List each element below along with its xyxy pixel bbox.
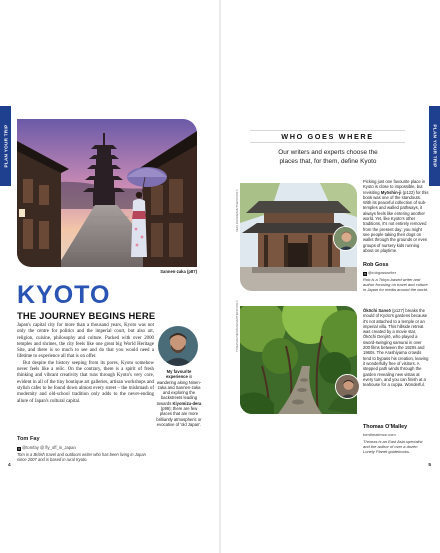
entry1-text-body: (p122) for this book was one of the standouts. With its peaceful collection of sub-temples and walled pathways, it always feels like entering another world. Yet, like Kyoto's other traditions, it's not entirely removed from the present day: you might see people taking their dogs on walks through the grounds or even groups of nursery kids running about on playtime. (363, 189, 429, 253)
quote-text: is wandering along Ninen-zaka and Sannen-zaka and exploring the backstreets leading towards (156, 374, 202, 406)
author-handle-text[interactable]: @tomfay @ fly_off_in_Japan (22, 445, 76, 450)
entry1-author-name: Rob Goss (363, 262, 389, 268)
quote-label: My favourite experience (165, 369, 192, 380)
page-number-right: 5 (428, 463, 431, 468)
entry2-handle-text[interactable]: tomthealence.com (363, 432, 396, 437)
page-gutter (219, 0, 221, 553)
author-name: Tom Fay (17, 436, 40, 442)
entry2-author-bio: Thomas is an East Asia specialist and the author of over a dozen Lonely Planet guidebooks. (363, 439, 423, 454)
author-bio: Tom is a British travel and outdoors writer who has been living in Japan since 2007 and is based in rural Kyoto. (17, 452, 146, 463)
sannen-zaka-photo (17, 119, 197, 267)
entry1-text (363, 179, 429, 253)
entry2-text (363, 308, 429, 387)
section-intro: Our writers and experts choose the places that, for them, define Kyoto (278, 149, 378, 165)
side-tab-label: PLAN YOUR TRIP (3, 124, 8, 168)
entry1-text-lead: Picking just one favourite place in Kyoto is close to impossible, but revisiting (363, 179, 426, 195)
page-number-left: 4 (8, 463, 11, 468)
okochi-sanso-photo (240, 306, 357, 414)
author-portrait-thomas-omalley (335, 374, 360, 399)
side-tab-right (429, 106, 440, 186)
x-icon: ✕ (17, 446, 21, 451)
entry2-author-name: Thomas O'Malley (363, 424, 408, 430)
entry2-text-body: (p127) breaks the mould of Kyoto's gardens because it's not attached to a temple or an imperial villa. This hillside retreat was created by a movie star, Ōkōchi Denjirō, who played a sword-swinging samurai in over 200 films between the 1920s and 1960s. The Arashiyama crowds tend to bypass his creation, leaving it wonderfully free of visitors. A stepped path winds through the garden revealing new vistas at every turn, and you can finish at a teahouse for a cuppa. Wonderful. (363, 308, 429, 388)
entry1-author-handle (363, 270, 396, 276)
intro-body (17, 323, 154, 405)
author-portrait-rob-goss (333, 226, 358, 251)
entry2-author-handle (363, 432, 396, 437)
side-tab-left (0, 106, 11, 186)
quote-text-after: (p99); there are few places that are more brilliantly atmospheric or evocative of 'old Japan'. (156, 406, 202, 427)
favourite-experience-quote (156, 369, 202, 427)
author-handle (17, 445, 76, 451)
entry1-handle-text[interactable]: @robgosswriter (368, 270, 397, 275)
body-paragraph: Japan's capital city for more than a thousand years, Kyoto was not only the centre for politics and the imperial court, but also art, religion, cuisine, philosophy and culture. Packed with over 2000 temples and shrines, the city feels like one great big World Heritage Site, and there is so much to see and do that you would need a lifetime to experience all that is on offer. (17, 323, 154, 360)
x-icon: ✕ (363, 271, 367, 276)
quote-place: Kiyomizu-dera (172, 400, 202, 406)
page-title: KYOTO (17, 281, 111, 309)
section-heading: WHO GOES WHERE (281, 132, 374, 141)
photo-caption: Sannen-zaka (p87) (160, 269, 197, 274)
photo-credit: SEAN PAVONE/SHUTTERSTOCK © (236, 189, 239, 232)
heading-rule-bottom (250, 142, 405, 143)
entry2-place: Ōkōchi Sansō (363, 308, 391, 313)
author-portrait-tom-fay (158, 326, 198, 366)
page-subtitle: THE JOURNEY BEGINS HERE (17, 310, 156, 321)
photo-credit: YOSHINORI MIZUTANI/SHUTTERSTOCK © (236, 300, 239, 352)
entry1-author-bio: Rob is a Tokyo-based writer and author focusing on travel and culture in Japan for media around the world. (363, 277, 428, 292)
side-tab-label: PLAN YOUR TRIP (432, 124, 437, 168)
heading-rule-top (250, 130, 405, 131)
body-paragraph: But despite the history seeping from its pores, Kyoto somehow never feels like a relic. On the contrary, there is a spirit of fresh thinking and vibrant creativity that runs through Kyoto's very core, evident in all of the tiny boutique art galleries, artisan workshops and stylish cafes to be found down almost every street – the mishmash of modernity and old-school tradition only adds to the never-ending allure of Japan's cultural capital. (17, 360, 154, 404)
entry1-place: Myōshin-ji (380, 189, 402, 195)
